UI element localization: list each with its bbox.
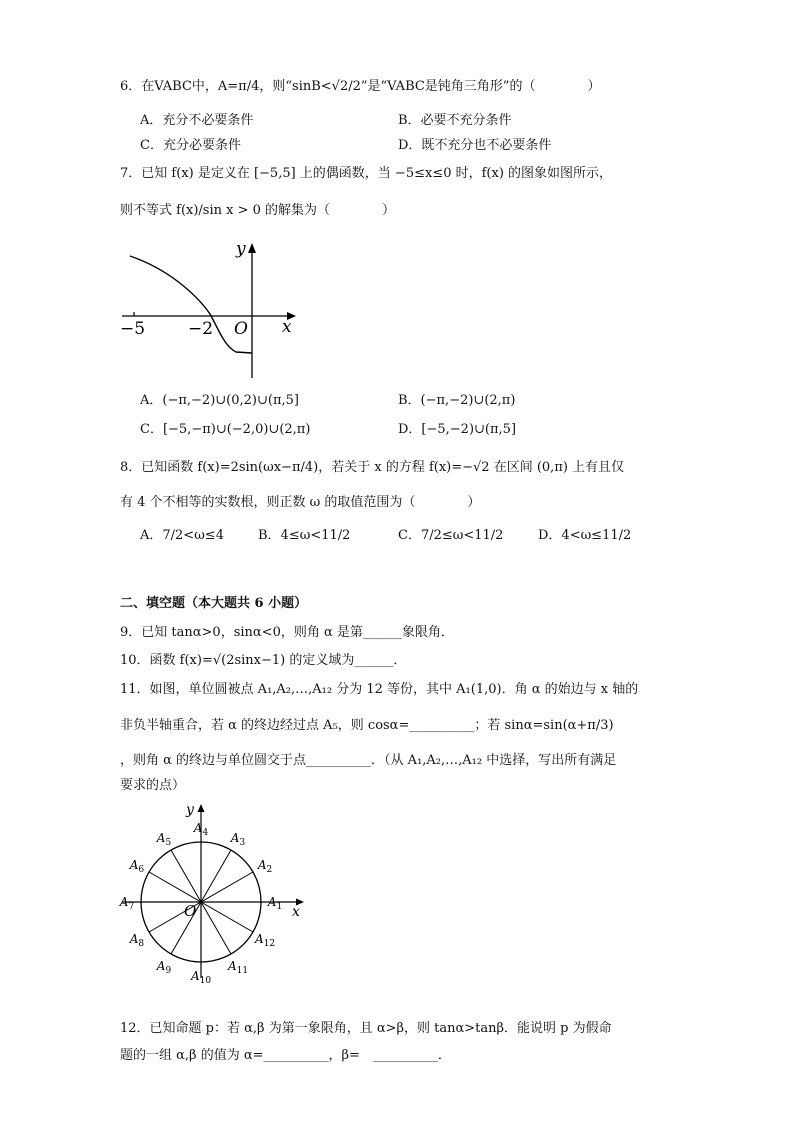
unit-circle-point-label: $A_{11}$: [227, 959, 249, 977]
q7-x-label: x: [282, 317, 292, 337]
q7-stem-line2: 则不等式 f(x)/sin x > 0 的解集为（ ）: [120, 203, 396, 218]
q8-stem-line2: 有 4 个不相等的实数根，则正数 ω 的取值范围为（ ）: [120, 495, 481, 510]
q8-option-b: B．4≤ω<11/2: [258, 528, 351, 543]
q11-y-label: y: [186, 802, 194, 818]
unit-circle-point-label: $A_4$: [193, 821, 209, 838]
q11-line2: 非负半轴重合，若 α 的终边经过点 A₅，则 cosα=__________；若 sinα=sin(α+π/3): [120, 718, 614, 733]
q8-option-d: D．4<ω≤11/2: [538, 528, 632, 543]
q11-line3: ，则角 α 的终边与单位圆交于点__________．（从 A₁,A₂,…,A₁₂ 中选择，写出所有满足: [120, 753, 617, 768]
q6-option-d: D．既不充分也不必要条件: [398, 138, 552, 153]
q11-origin-label: O: [184, 902, 197, 920]
q8-option-a: A．7/2<ω≤4: [140, 528, 224, 543]
q6-option-c: C．充分必要条件: [140, 138, 241, 153]
q6-option-b: B．必要不充分条件: [398, 113, 512, 128]
q8-stem-line1: 8．已知函数 f(x)=2sin(ωx−π/4)，若关于 x 的方程 f(x)=−√2 在区间 (0,π) 上有且仅: [120, 460, 625, 475]
unit-circle-point-label: $A_3$: [230, 830, 246, 848]
q12-line2: 题的一组 α,β 的值为 α=__________，β= __________．: [120, 1048, 451, 1063]
q11-line1: 11．如图，单位圆被点 A₁,A₂,…,A₁₂ 分为 12 等份，其中 A₁(1,0)．角 α 的始边与 x 轴的: [120, 682, 639, 697]
q11-unit-circle: [118, 798, 308, 986]
section-2-heading: 二、填空题（本大题共 6 小题）: [120, 596, 308, 611]
unit-circle-point-label: $A_6$: [129, 858, 145, 875]
q7-option-c: C．[−5,−π)∪(−2,0)∪(2,π): [140, 422, 311, 437]
unit-circle-point-label: $A_7$: [119, 895, 135, 912]
q7-y-label: y: [236, 239, 246, 259]
q7-origin-label: O: [234, 319, 248, 339]
q11-x-label: x: [292, 904, 300, 920]
unit-circle-point-label: $A_8$: [129, 932, 145, 949]
unit-circle-point-label: $A_9$: [156, 959, 172, 977]
q9-text: 9．已知 tanα>0，sinα<0，则角 α 是第______象限角．: [120, 625, 454, 640]
unit-circle-point-label: $A_1$: [267, 895, 283, 912]
q7-option-a: A．(−π,−2)∪(0,2)∪(π,5]: [140, 393, 299, 408]
q7-stem-line1: 7．已知 f(x) 是定义在 [−5,5] 上的偶函数，当 −5≤x≤0 时，f(x) 的图象如图所示，: [120, 166, 613, 181]
q6-option-a: A．充分不必要条件: [140, 113, 254, 128]
q6-stem: 6．在VABC中，A=π/4，则“sinB<√2/2”是“VABC是钝角三角形”的（ ）: [120, 79, 601, 94]
q7-function-graph: [118, 236, 308, 386]
q11-line4: 要求的点）: [120, 778, 186, 793]
q10-text: 10．函数 f(x)=√(2sinx−1) 的定义域为______．: [120, 653, 407, 668]
q7-option-d: D．[−5,−2)∪(π,5]: [398, 422, 517, 437]
q8-option-c: C．7/2≤ω<11/2: [398, 528, 504, 543]
unit-circle-point-label: $A_{10}$: [190, 969, 212, 986]
unit-circle-point-label: $A_2$: [257, 858, 273, 875]
q7-tick-neg2: −2: [188, 319, 214, 339]
q12-line1: 12．已知命题 p：若 α,β 为第一象限角，且 α>β，则 tanα>tanβ．能说明 p 为假命: [120, 1021, 612, 1036]
unit-circle-point-label: $A_{12}$: [255, 932, 276, 949]
q7-tick-neg5: −5: [120, 319, 146, 339]
q7-option-b: B．(−π,−2)∪(2,π): [398, 393, 516, 408]
unit-circle-point-label: $A_5$: [156, 830, 172, 848]
